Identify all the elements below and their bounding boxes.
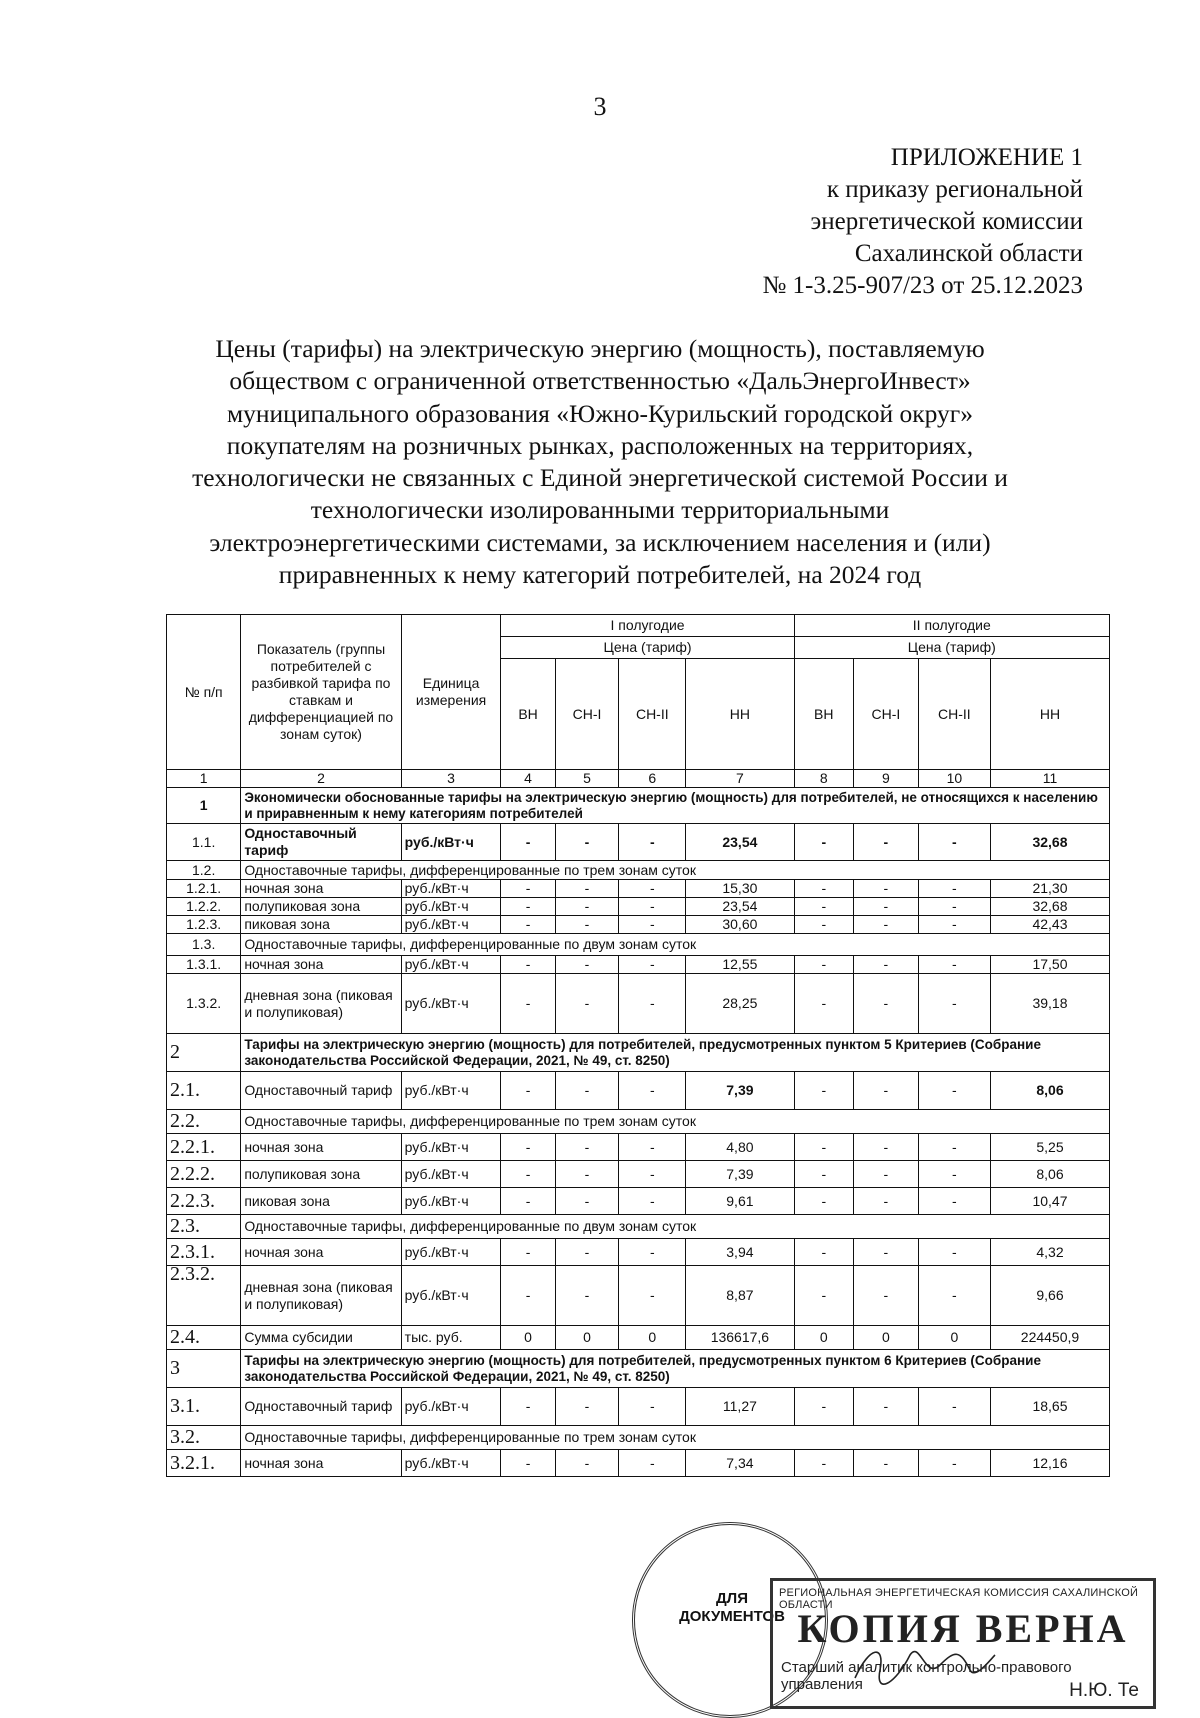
cell-value: - <box>794 1072 853 1110</box>
cell-value: 3,94 <box>686 1239 794 1266</box>
cell-value: - <box>619 1134 686 1161</box>
cell-value: - <box>619 824 686 861</box>
row-number: 2.3.1. <box>167 1239 241 1266</box>
row-name: ночная зона <box>241 1239 401 1266</box>
table-row <box>167 898 1110 916</box>
cell-value: - <box>794 974 853 1034</box>
cell-value: 28,25 <box>686 974 794 1034</box>
cell-value: 8,06 <box>990 1072 1109 1110</box>
cell-value: - <box>794 1266 853 1326</box>
row-number: 1.3. <box>167 934 241 956</box>
row-unit: руб./кВт·ч <box>401 1239 501 1266</box>
cell-value: - <box>555 1072 619 1110</box>
cell-value: - <box>854 824 919 861</box>
cell-value: 4,32 <box>990 1239 1109 1266</box>
cell-value: - <box>854 916 919 934</box>
cell-value: 0 <box>794 1326 853 1350</box>
cell-value: - <box>555 916 619 934</box>
col-number: 2 <box>241 770 401 788</box>
cell-value: - <box>854 1134 919 1161</box>
col-number: 8 <box>794 770 853 788</box>
title-line: технологически изолированными территориальными <box>310 495 890 525</box>
page-number: 3 <box>593 92 607 121</box>
table-row <box>167 1450 1110 1477</box>
row-unit: руб./кВт·ч <box>401 956 501 974</box>
cell-value: 136617,6 <box>686 1326 794 1350</box>
row-name: ночная зона <box>241 1450 401 1477</box>
section-number: 3 <box>167 1350 241 1388</box>
cell-value: - <box>555 1266 619 1326</box>
table-row <box>167 1161 1110 1188</box>
table-row <box>167 824 1110 861</box>
cell-value: 8,06 <box>990 1161 1109 1188</box>
cell-value: - <box>501 1388 555 1426</box>
cell-value: - <box>918 916 990 934</box>
section-title: Тарифы на электрическую энергию (мощность) для потребителей, предусмотренных пунктом 5 Критериев (Собрание законодательства Российской Федерации, 2021, № 49, ст. 8250) <box>241 1034 1110 1072</box>
header-nn: НН <box>686 659 794 770</box>
row-name: ночная зона <box>241 880 401 898</box>
cell-value: - <box>555 824 619 861</box>
cell-value: - <box>918 1134 990 1161</box>
cell-value: 8,87 <box>686 1266 794 1326</box>
cell-value: 12,16 <box>990 1450 1109 1477</box>
cell-value: - <box>501 1188 555 1215</box>
cell-value: - <box>918 974 990 1034</box>
cell-value: - <box>555 898 619 916</box>
cell-value: - <box>555 1388 619 1426</box>
cell-value: - <box>555 1450 619 1477</box>
col-number: 11 <box>990 770 1109 788</box>
tariffs-table <box>166 614 1110 1477</box>
row-name: Одноставочные тарифы, дифференцированные по двум зонам суток <box>241 934 1110 956</box>
row-number: 1.2.1. <box>167 880 241 898</box>
appendix-line: энергетической комиссии <box>810 208 1083 235</box>
table-row <box>167 1426 1110 1450</box>
section-number: 2 <box>167 1034 241 1072</box>
table-row <box>167 1266 1110 1326</box>
cell-value: - <box>794 1161 853 1188</box>
cell-value: - <box>619 898 686 916</box>
cell-value: 12,55 <box>686 956 794 974</box>
cell-value: 23,54 <box>686 824 794 861</box>
title-line: технологически не связанных с Единой энергетической системой России и <box>192 463 1008 493</box>
col-number: 10 <box>918 770 990 788</box>
row-number: 2.2.2. <box>167 1161 241 1188</box>
cell-value: - <box>619 916 686 934</box>
header-price: Цена (тариф) <box>501 637 794 659</box>
table-row <box>167 880 1110 898</box>
row-name: Одноставочный тариф <box>241 1072 401 1110</box>
cell-value: - <box>501 880 555 898</box>
row-name: ночная зона <box>241 1134 401 1161</box>
row-name: полупиковая зона <box>241 1161 401 1188</box>
appendix-block <box>762 142 1083 302</box>
row-number: 2.3. <box>167 1215 241 1239</box>
cell-value: 0 <box>918 1326 990 1350</box>
cell-value: - <box>794 1188 853 1215</box>
header-sn2: СН-II <box>619 659 686 770</box>
table-row <box>167 1215 1110 1239</box>
cell-value: - <box>501 1161 555 1188</box>
row-name: Одноставочные тарифы, дифференцированные по двум зонам суток <box>241 1215 1110 1239</box>
row-name: Одноставочные тарифы, дифференцированные по трем зонам суток <box>241 861 1110 880</box>
row-number: 3.2. <box>167 1426 241 1450</box>
row-number: 1.2.3. <box>167 916 241 934</box>
row-name: дневная зона (пиковая и полупиковая) <box>241 1266 401 1326</box>
cell-value: - <box>918 1239 990 1266</box>
cell-value: - <box>794 956 853 974</box>
title-line: обществом с ограниченной ответственностью «ДальЭнергоИнвест» <box>229 366 971 396</box>
table-row <box>167 1134 1110 1161</box>
cell-value: 7,34 <box>686 1450 794 1477</box>
cell-value: - <box>555 880 619 898</box>
col-number: 3 <box>401 770 501 788</box>
header-num: № п/п <box>167 615 241 770</box>
row-unit: руб./кВт·ч <box>401 1450 501 1477</box>
cell-value: - <box>619 1266 686 1326</box>
row-unit: руб./кВт·ч <box>401 974 501 1034</box>
section-title: Тарифы на электрическую энергию (мощность) для потребителей, предусмотренных пунктом 6 Критериев (Собрание законодательства Российской Федерации, 2021, № 49, ст. 8250) <box>241 1350 1110 1388</box>
cell-value: - <box>794 1239 853 1266</box>
cell-value: - <box>555 974 619 1034</box>
appendix-line: ПРИЛОЖЕНИЕ 1 <box>890 144 1083 171</box>
cell-value: 11,27 <box>686 1388 794 1426</box>
header-half2: II полугодие <box>794 615 1109 637</box>
cell-value: - <box>501 1266 555 1326</box>
row-number: 3.1. <box>167 1388 241 1426</box>
title-line: муниципального образования «Южно-Курильский городской округ» <box>227 398 973 428</box>
cell-value: - <box>501 1072 555 1110</box>
cell-value: 7,39 <box>686 1161 794 1188</box>
cell-value: - <box>794 824 853 861</box>
cell-value: - <box>619 1188 686 1215</box>
cell-value: - <box>794 1388 853 1426</box>
cell-value: - <box>501 974 555 1034</box>
table-row <box>167 956 1110 974</box>
row-number: 2.2. <box>167 1110 241 1134</box>
cell-value: - <box>619 1388 686 1426</box>
cell-value: 0 <box>854 1326 919 1350</box>
title-line: Цены (тарифы) на электрическую энергию (мощность), поставляемую <box>215 334 985 363</box>
cell-value: - <box>918 1266 990 1326</box>
row-name: ночная зона <box>241 956 401 974</box>
cell-value: - <box>619 880 686 898</box>
cell-value: - <box>918 1450 990 1477</box>
row-unit: руб./кВт·ч <box>401 1161 501 1188</box>
stamp-organization: РЕГИОНАЛЬНАЯ ЭНЕРГЕТИЧЕСКАЯ КОМИССИЯ САХАЛИНСКОЙ ОБЛАСТИ <box>779 1587 1139 1611</box>
cell-value: - <box>854 880 919 898</box>
cell-value: 0 <box>555 1326 619 1350</box>
row-unit: тыс. руб. <box>401 1326 501 1350</box>
document-title <box>150 333 1050 591</box>
cell-value: - <box>854 898 919 916</box>
row-unit: руб./кВт·ч <box>401 898 501 916</box>
cell-value: - <box>555 956 619 974</box>
cell-value: - <box>854 1266 919 1326</box>
row-unit: руб./кВт·ч <box>401 1134 501 1161</box>
cell-value: 4,80 <box>686 1134 794 1161</box>
cell-value: - <box>854 1450 919 1477</box>
row-name: пиковая зона <box>241 916 401 934</box>
title-line: покупателям на розничных рынках, расположенных на территориях, <box>226 430 974 460</box>
cell-value: - <box>555 1239 619 1266</box>
table-row <box>167 1110 1110 1134</box>
row-name: Одноставочные тарифы, дифференцированные по трем зонам суток <box>241 1426 1110 1450</box>
row-name: дневная зона (пиковая и полупиковая) <box>241 974 401 1034</box>
cell-value: 15,30 <box>686 880 794 898</box>
col-number: 4 <box>501 770 555 788</box>
cell-value: - <box>918 824 990 861</box>
cell-value: - <box>854 1188 919 1215</box>
cell-value: - <box>854 956 919 974</box>
appendix-line: к приказу региональной <box>826 176 1083 203</box>
cell-value: 23,54 <box>686 898 794 916</box>
cell-value: - <box>854 1388 919 1426</box>
row-number: 2.3.2. <box>167 1266 241 1326</box>
stamp-name: Н.Ю. Те <box>1069 1680 1139 1701</box>
header-vn: ВН <box>501 659 555 770</box>
row-unit: руб./кВт·ч <box>401 824 501 861</box>
table-row <box>167 1388 1110 1426</box>
row-number: 3.2.1. <box>167 1450 241 1477</box>
table-row <box>167 1239 1110 1266</box>
cell-value: - <box>501 916 555 934</box>
cell-value: - <box>794 1134 853 1161</box>
row-unit: руб./кВт·ч <box>401 1266 501 1326</box>
cell-value: 0 <box>619 1326 686 1350</box>
cell-value: 10,47 <box>990 1188 1109 1215</box>
header-sn2: СН-II <box>918 659 990 770</box>
cell-value: - <box>794 1450 853 1477</box>
row-number: 1.2. <box>167 861 241 880</box>
row-unit: руб./кВт·ч <box>401 880 501 898</box>
cell-value: - <box>619 956 686 974</box>
table-row <box>167 934 1110 956</box>
row-name: Одноставочный тариф <box>241 1388 401 1426</box>
header-indicator: Показатель (группы потребителей с разбивкой тарифа по ставкам и дифференциацией по зонам суток) <box>241 615 401 770</box>
header-unit: Единица измерения <box>401 615 501 770</box>
cell-value: 18,65 <box>990 1388 1109 1426</box>
cell-value: - <box>918 880 990 898</box>
row-unit: руб./кВт·ч <box>401 1188 501 1215</box>
row-name: Одноставочный тариф <box>241 824 401 861</box>
row-name: Сумма субсидии <box>241 1326 401 1350</box>
cell-value: 9,61 <box>686 1188 794 1215</box>
cell-value: - <box>854 974 919 1034</box>
table-row <box>167 974 1110 1034</box>
cell-value: - <box>501 898 555 916</box>
section-number: 1 <box>167 788 241 824</box>
cell-value: - <box>854 1072 919 1110</box>
stamp-copy-label: КОПИЯ ВЕРНА <box>797 1606 1129 1651</box>
cell-value: 32,68 <box>990 824 1109 861</box>
col-number: 1 <box>167 770 241 788</box>
cell-value: 224450,9 <box>990 1326 1109 1350</box>
col-number: 9 <box>854 770 919 788</box>
header-sn1: СН-I <box>555 659 619 770</box>
row-unit: руб./кВт·ч <box>401 1388 501 1426</box>
table-row <box>167 916 1110 934</box>
cell-value: - <box>619 1161 686 1188</box>
cell-value: - <box>619 974 686 1034</box>
cell-value: 42,43 <box>990 916 1109 934</box>
cell-value: 7,39 <box>686 1072 794 1110</box>
cell-value: 17,50 <box>990 956 1109 974</box>
header-sn1: СН-I <box>854 659 919 770</box>
cell-value: - <box>619 1450 686 1477</box>
cell-value: - <box>501 1239 555 1266</box>
cell-value: - <box>918 1388 990 1426</box>
cell-value: - <box>918 898 990 916</box>
cell-value: 9,66 <box>990 1266 1109 1326</box>
cell-value: 0 <box>501 1326 555 1350</box>
cell-value: 5,25 <box>990 1134 1109 1161</box>
cell-value: 39,18 <box>990 974 1109 1034</box>
cell-value: - <box>501 824 555 861</box>
cell-value: 32,68 <box>990 898 1109 916</box>
cell-value: - <box>501 1450 555 1477</box>
row-number: 1.1. <box>167 824 241 861</box>
header-nn: НН <box>990 659 1109 770</box>
row-number: 1.3.2. <box>167 974 241 1034</box>
table-row <box>167 861 1110 880</box>
cell-value: - <box>794 898 853 916</box>
cell-value: - <box>794 916 853 934</box>
cell-value: - <box>918 1161 990 1188</box>
cell-value: - <box>854 1239 919 1266</box>
row-number: 2.4. <box>167 1326 241 1350</box>
cell-value: 30,60 <box>686 916 794 934</box>
row-number: 2.2.1. <box>167 1134 241 1161</box>
table-row <box>167 1326 1110 1350</box>
cell-value: - <box>501 1134 555 1161</box>
row-number: 1.3.1. <box>167 956 241 974</box>
section-title: Экономически обоснованные тарифы на электрическую энергию (мощность) для потребителей, не относящихся к населению и приравненным к нему категориям потребителей <box>241 788 1110 824</box>
appendix-line: Сахалинской области <box>854 240 1083 267</box>
stamp-position: Старший аналитик контрольно-правового управления <box>781 1659 1072 1693</box>
row-unit: руб./кВт·ч <box>401 916 501 934</box>
row-number: 2.2.3. <box>167 1188 241 1215</box>
row-unit: руб./кВт·ч <box>401 1072 501 1110</box>
signature-icon <box>850 1640 1000 1690</box>
cell-value: - <box>918 1072 990 1110</box>
header-vn: ВН <box>794 659 853 770</box>
table-row <box>167 1188 1110 1215</box>
cell-value: - <box>555 1161 619 1188</box>
row-number: 2.1. <box>167 1072 241 1110</box>
cell-value: - <box>555 1188 619 1215</box>
row-number: 1.2.2. <box>167 898 241 916</box>
cell-value: 21,30 <box>990 880 1109 898</box>
cell-value: - <box>854 1161 919 1188</box>
cell-value: - <box>501 956 555 974</box>
row-name: полупиковая зона <box>241 898 401 916</box>
col-number: 5 <box>555 770 619 788</box>
table-row <box>167 1072 1110 1110</box>
cell-value: - <box>619 1239 686 1266</box>
col-number: 6 <box>619 770 686 788</box>
cell-value: - <box>918 1188 990 1215</box>
col-number: 7 <box>686 770 794 788</box>
appendix-line: № 1-3.25-907/23 от 25.12.2023 <box>762 272 1083 299</box>
cell-value: - <box>619 1072 686 1110</box>
cell-value: - <box>555 1134 619 1161</box>
header-price: Цена (тариф) <box>794 637 1109 659</box>
title-line: приравненных к нему категорий потребителей, на 2024 год <box>278 560 922 590</box>
header-half1: I полугодие <box>501 615 794 637</box>
cell-value: - <box>794 880 853 898</box>
row-name: Одноставочные тарифы, дифференцированные по трем зонам суток <box>241 1110 1110 1134</box>
title-line: электроэнергетическими системами, за исключением населения и (или) <box>209 527 991 557</box>
cell-value: - <box>918 956 990 974</box>
seal-text: ДЛЯ ДОКУМЕНТОВ <box>679 1590 785 1625</box>
row-name: пиковая зона <box>241 1188 401 1215</box>
